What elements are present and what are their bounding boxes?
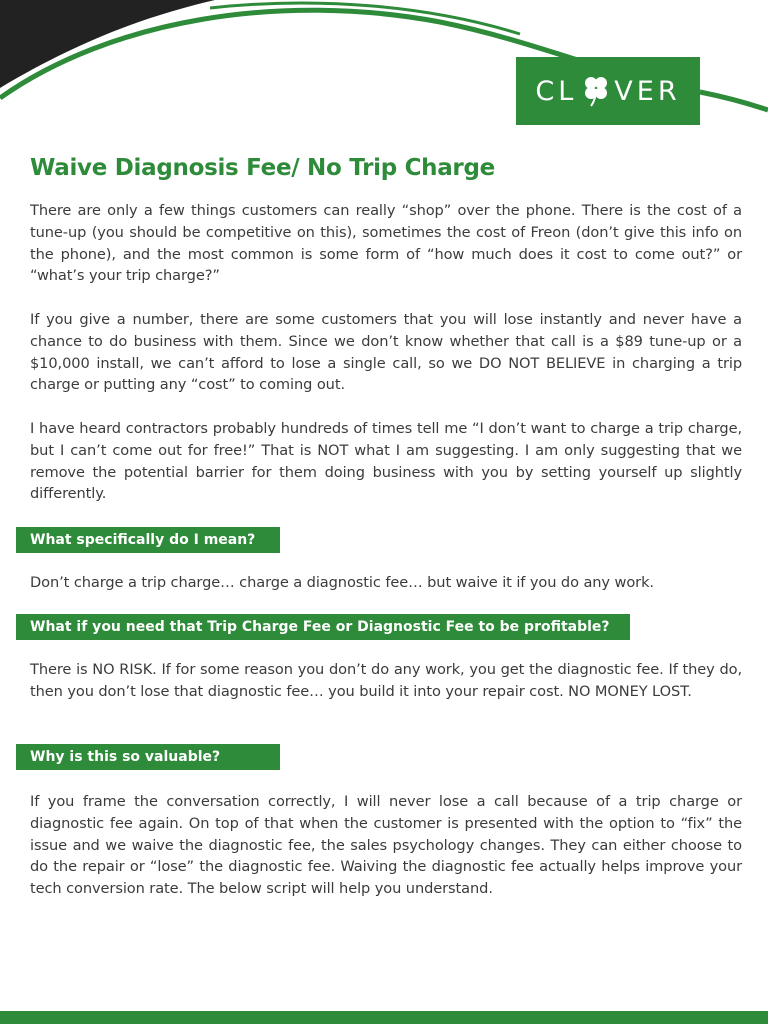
footer-bar: [0, 1011, 768, 1024]
section-body-why-valuable: If you frame the conversation correctly, I will never lose a call because of a trip charge or diagnostic fee again. On top of that when the customer is presented with the option to “fix” the issue and we waive the diagnostic fee, the sales psychology changes. They can either choose to do the repair or “lose” the diagnostic fee. Waiving the diagnostic fee actually helps improve your tech conversion rate. The below script will help you understand.: [30, 793, 742, 898]
section-heading-what-specifically: What specifically do I mean?: [16, 527, 280, 553]
section-heading-profitable: What if you need that Trip Charge Fee or Diagnostic Fee to be profitable?: [16, 614, 630, 640]
section-heading-why-valuable: Why is this so valuable?: [16, 744, 280, 770]
intro-paragraph-2: If you give a number, there are some customers that you will lose instantly and never have a chance to do business with them. Since we don’t know whether that call is a $89 tune-up or a $10,000 install, we can’t afford to lose a single call, so we DO NOT BELIEVE in charging a trip charge or putting any “cost” to coming out.: [30, 311, 742, 394]
intro-paragraph-1: There are only a few things customers can really “shop” over the phone. There is the cost of a tune-up (you should be competitive on this), sometimes the cost of Freon (don’t give this info on the phone), and the most common is some form of “how much does it cost to come out?” or “what’s your trip charge?”: [30, 202, 742, 285]
document-title: Waive Diagnosis Fee/ No Trip Charge: [30, 155, 495, 181]
section-body-profitable: There is NO RISK. If for some reason you don’t do any work, you get the diagnostic fee. If they do, then you don’t lose that diagnostic fee… you build it into your repair cost. NO MONEY LOST.: [30, 661, 742, 700]
logo-text-right: VER: [614, 75, 681, 107]
clover-logo: [516, 57, 700, 125]
intro-paragraph-3: I have heard contractors probably hundreds of times tell me “I don’t want to charge a trip charge, but I can’t come out for free!” That is NOT what I am suggesting. I am only suggesting that we remove the potential barrier for them doing business with you by setting yourself up slightly differently.: [30, 420, 742, 503]
section-body-what-specifically: Don’t charge a trip charge… charge a diagnostic fee… but waive it if you do any work.: [30, 574, 654, 591]
logo-text-left: CL: [535, 75, 578, 107]
four-leaf-clover-icon: [581, 75, 611, 107]
